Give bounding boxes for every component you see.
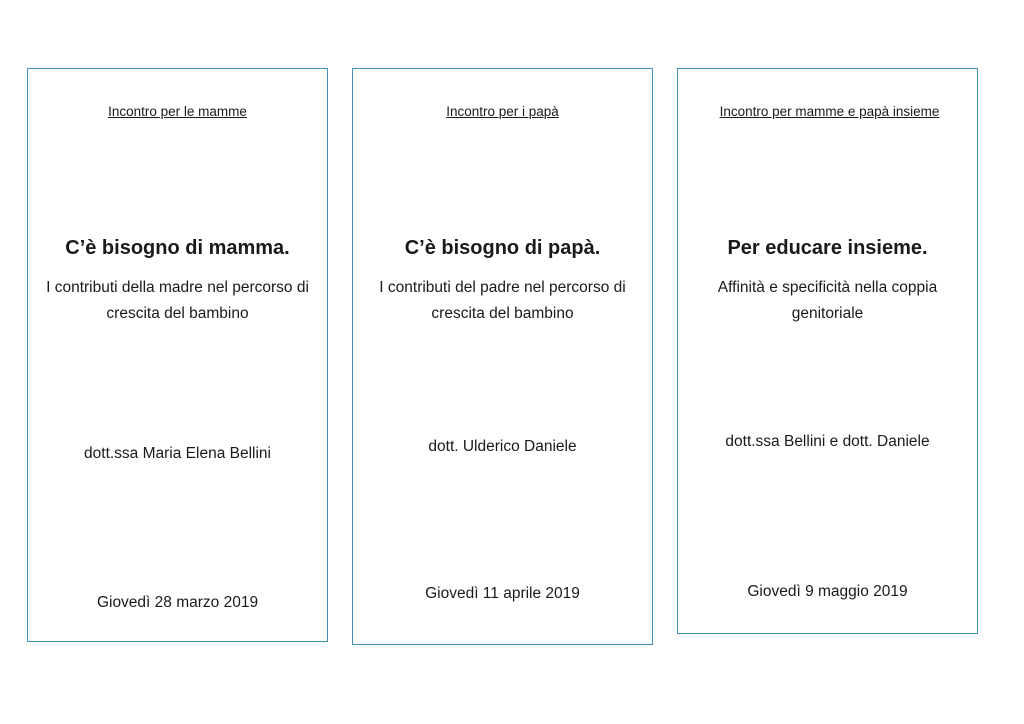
event-title: C’è bisogno di mamma. <box>65 237 290 259</box>
event-card-parents-together <box>677 68 978 634</box>
audience-label: Incontro per i papà <box>446 104 559 119</box>
event-date: Giovedì 9 maggio 2019 <box>747 583 908 600</box>
event-title: Per educare insieme. <box>727 237 928 259</box>
event-card-mothers <box>27 68 328 642</box>
event-card-fathers <box>352 68 653 645</box>
audience-label: Incontro per le mamme <box>108 104 247 119</box>
event-speaker: dott.ssa Maria Elena Bellini <box>84 445 271 462</box>
event-description: I contributi della madre nel percorso di crescita del bambino <box>46 279 309 322</box>
audience-label: Incontro per mamme e papà insieme <box>719 104 940 119</box>
event-title: C’è bisogno di papà. <box>404 237 601 259</box>
event-date: Giovedì 11 aprile 2019 <box>425 585 580 602</box>
event-speaker: dott.ssa Bellini e dott. Daniele <box>725 433 930 450</box>
event-description: I contributi del padre nel percorso di crescita del bambino <box>379 279 626 322</box>
event-date: Giovedì 28 marzo 2019 <box>96 594 259 611</box>
event-speaker: dott. Ulderico Daniele <box>428 438 577 455</box>
event-description: Affinità e specificità nella coppia genitoriale <box>717 279 938 322</box>
